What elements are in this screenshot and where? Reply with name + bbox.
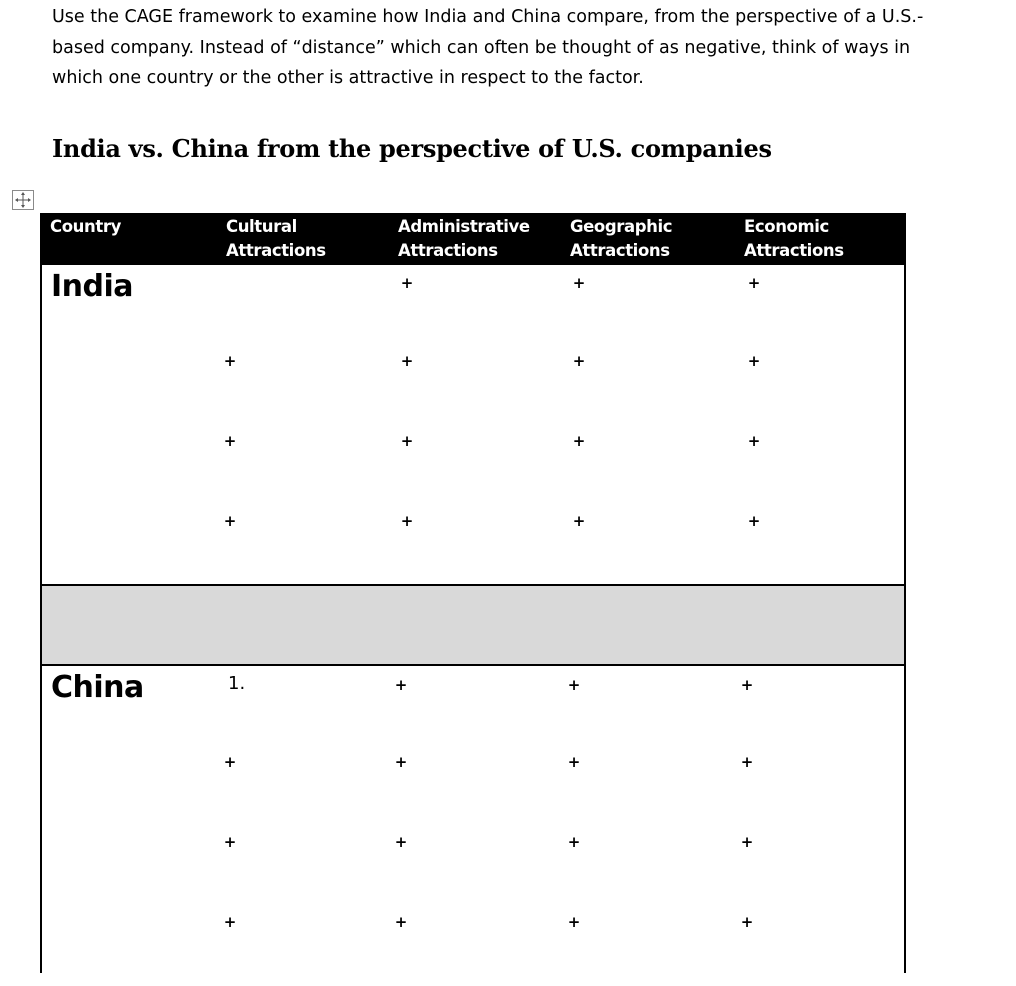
china-geographic-bullet[interactable]: + xyxy=(567,833,581,851)
header-economic xyxy=(744,215,844,263)
china-economic-bullet[interactable]: + xyxy=(740,676,754,694)
china-cultural-bullet[interactable]: + xyxy=(223,753,237,771)
header-economic-line1: Economic xyxy=(744,217,829,236)
header-administrative xyxy=(398,215,530,263)
india-economic-bullet[interactable]: + xyxy=(747,512,761,530)
india-cultural-bullet[interactable]: + xyxy=(223,432,237,450)
india-geographic-bullet[interactable]: + xyxy=(572,274,586,292)
china-geographic-bullet[interactable]: + xyxy=(567,913,581,931)
cage-table xyxy=(40,213,906,973)
china-economic-bullet[interactable]: + xyxy=(740,753,754,771)
china-economic-bullet[interactable]: + xyxy=(740,913,754,931)
india-cultural-bullet[interactable]: + xyxy=(223,352,237,370)
india-economic-bullet[interactable]: + xyxy=(747,352,761,370)
india-cultural-bullet[interactable]: + xyxy=(223,512,237,530)
china-row xyxy=(42,666,904,986)
header-row xyxy=(42,213,904,265)
china-cultural-bullet[interactable]: + xyxy=(223,833,237,851)
header-administrative-line1: Administrative xyxy=(398,217,530,236)
header-economic-line2: Attractions xyxy=(744,241,844,260)
china-administrative-bullet[interactable]: + xyxy=(394,676,408,694)
header-geographic xyxy=(570,215,672,263)
india-administrative-bullet[interactable]: + xyxy=(400,274,414,292)
header-geographic-line2: Attractions xyxy=(570,241,670,260)
china-geographic-bullet[interactable]: + xyxy=(567,753,581,771)
header-cultural-line1: Cultural xyxy=(226,217,297,236)
header-administrative-line2: Attractions xyxy=(398,241,498,260)
india-economic-bullet[interactable]: + xyxy=(747,432,761,450)
india-geographic-bullet[interactable]: + xyxy=(572,432,586,450)
spacer-row xyxy=(42,586,904,666)
instructions-text: Use the CAGE framework to examine how India and China compare, from the perspective of a U.S.-based company. Instead of “distance” which can often be thought of as negative, think of ways in which one country or the other is attractive in respect to the factor. xyxy=(52,7,924,88)
china-economic-bullet[interactable]: + xyxy=(740,833,754,851)
india-administrative-bullet[interactable]: + xyxy=(400,352,414,370)
table-heading: India vs. China from the perspective of U.S. companies xyxy=(52,134,772,163)
india-row xyxy=(42,265,904,586)
header-geographic-line1: Geographic xyxy=(570,217,673,236)
india-label: India xyxy=(51,269,134,304)
china-administrative-bullet[interactable]: + xyxy=(394,753,408,771)
move-arrows-icon[interactable] xyxy=(12,190,34,210)
india-economic-bullet[interactable]: + xyxy=(747,274,761,292)
header-country xyxy=(50,215,121,239)
china-cultural-bullet[interactable]: + xyxy=(223,913,237,931)
china-cultural-number[interactable]: 1. xyxy=(228,673,246,694)
india-administrative-bullet[interactable]: + xyxy=(400,512,414,530)
india-geographic-bullet[interactable]: + xyxy=(572,352,586,370)
china-label: China xyxy=(51,670,144,705)
header-country-label: Country xyxy=(50,217,121,236)
india-administrative-bullet[interactable]: + xyxy=(400,432,414,450)
china-administrative-bullet[interactable]: + xyxy=(394,833,408,851)
india-geographic-bullet[interactable]: + xyxy=(572,512,586,530)
china-administrative-bullet[interactable]: + xyxy=(394,913,408,931)
china-geographic-bullet[interactable]: + xyxy=(567,676,581,694)
header-cultural xyxy=(226,215,326,263)
header-cultural-line2: Attractions xyxy=(226,241,326,260)
